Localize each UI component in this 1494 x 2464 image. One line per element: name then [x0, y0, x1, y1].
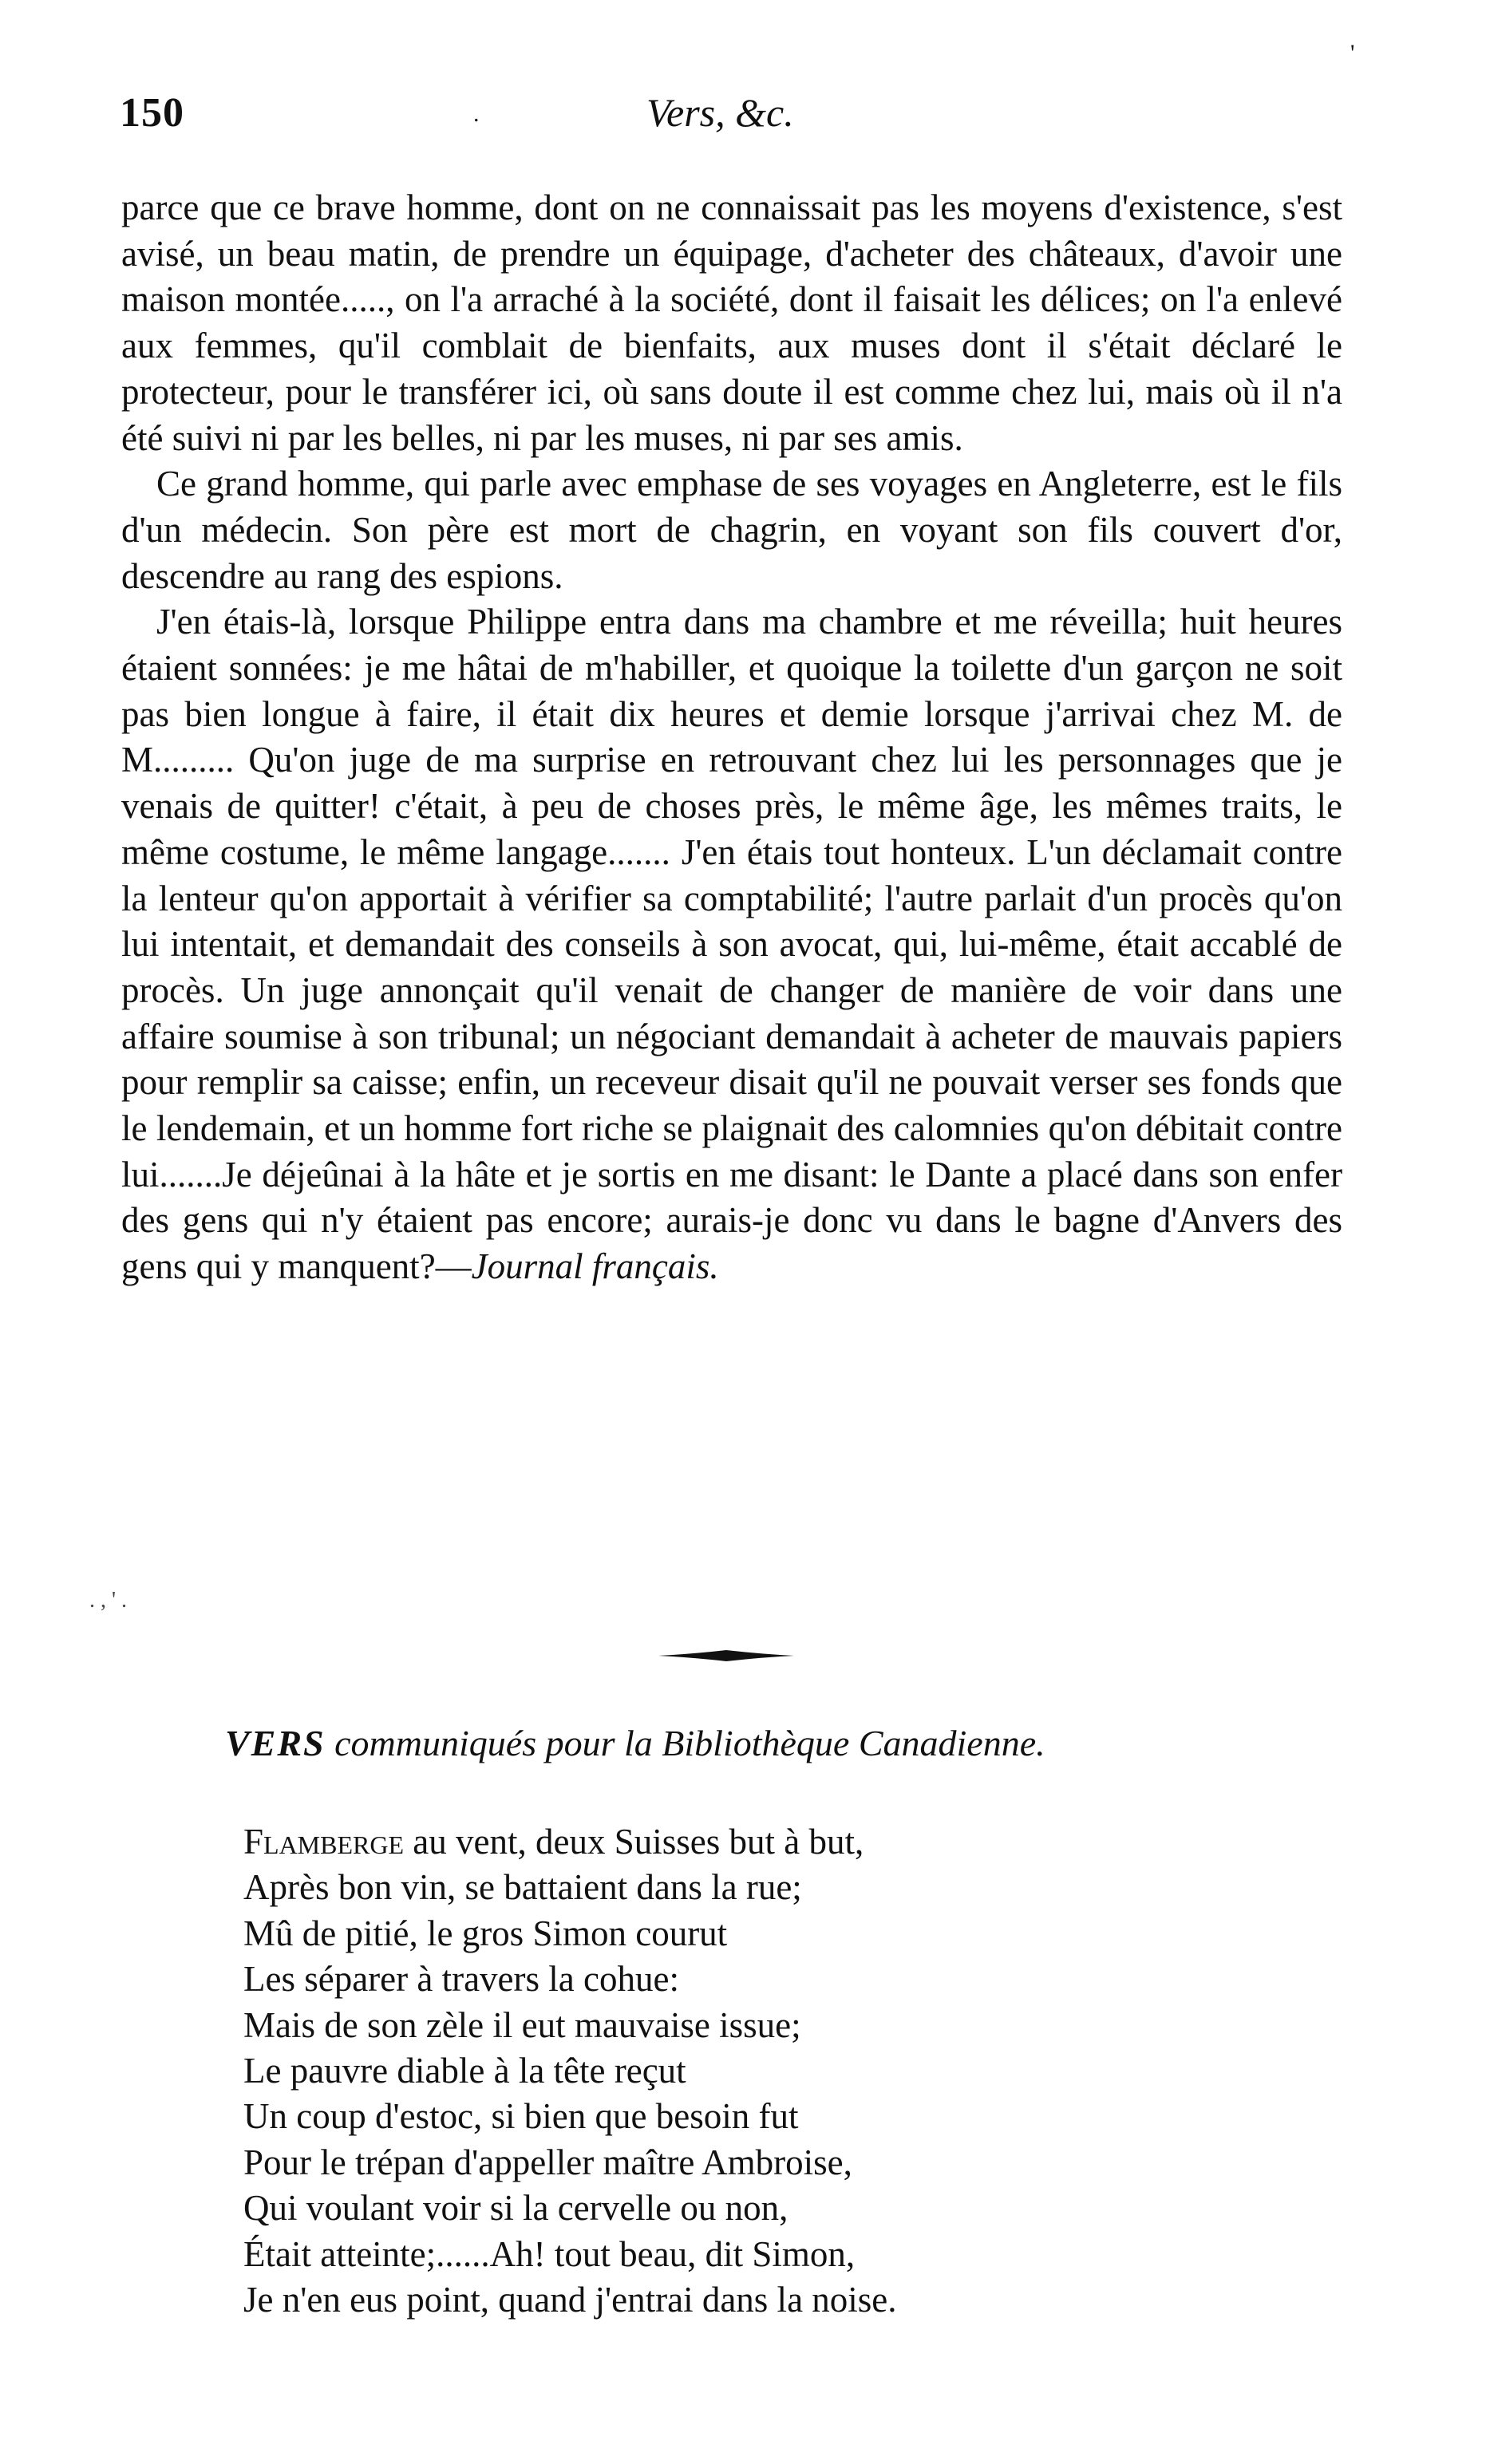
poem-line-3: Mû de pitié, le gros Simon courut: [243, 1913, 728, 1953]
section-divider: [658, 1650, 794, 1661]
poem-line-7: Un coup d'estoc, si bien que besoin fut: [243, 2096, 799, 2137]
running-header: [120, 89, 1365, 145]
poem-heading-lead: VERS: [225, 1723, 326, 1763]
poem-heading: [225, 1722, 1045, 1764]
poem-line-2: Après bon vin, se battaient dans la rue;: [243, 1867, 802, 1908]
source-dash: —: [435, 1246, 472, 1287]
poem-line-6: Le pauvre diable à la tête reçut: [243, 2051, 686, 2091]
poem-line-11: Je n'en eus point, quand j'entrai dans la noise.: [243, 2280, 897, 2320]
margin-tick: ': [1350, 40, 1355, 66]
poem-line-5: Mais de son zèle il eut mauvaise issue;: [243, 2004, 801, 2045]
paragraph-father: Ce grand homme, qui parle avec emphase de ses voyages en Angleterre, est le fils d'un médecin. Son père est mort de chagrin, en voyant son fils couvert d'or, descendre au rang des espions.: [121, 464, 1342, 596]
poem-line-10: Était atteinte;......Ah! tout beau, dit Simon,: [243, 2233, 856, 2274]
paragraph-continued: parce que ce brave homme, dont on ne connaissait pas les moyens d'existence, s'est avisé, un beau matin, de prendre un équipage, d'acheter des châteaux, d'avoir une maison montée....., on l'a arraché à la société, dont il faisait les délices; on l'a enlevé aux femmes, qu'il comblait de bienfaits, aux muses dont il s'était déclaré le protecteur, pour le transférer ici, où sans doute il est comme chez lui, mais où il n'a été suivi ni par les belles, ni par les muses, ni par ses amis.: [121, 188, 1342, 458]
poem-line-8: Pour le trépan d'appeller maître Ambroise,: [243, 2142, 852, 2182]
stray-ink-marks: . , ' .: [89, 1588, 128, 1613]
header-dot: .: [473, 101, 480, 127]
prose-block: [121, 185, 1342, 1290]
poem-line-9: Qui voulant voir si la cervelle ou non,: [243, 2188, 788, 2229]
paragraph-visit-text: J'en étais-là, lorsque Philippe entra dans ma chambre et me réveilla; huit heures étaient sonnées: je me hâtai de m'habiller, et quoique la toilette d'un garçon ne soit pas bien longue à faire, il était dix heures et demie lorsque j'arrivai chez M. de M......... Qu'on juge de ma surprise en retrouvant chez lui les personnages que je venais de quitter! c'était, à peu de choses près, le même âge, les mêmes traits, le même costume, le même langage....... J'en étais tout honteux. L'un déclamait contre la lenteur qu'on apportait à vérifier sa comptabilité; l'autre parlait d'un procès qu'on lui intentait, et demandait des conseils à son avocat, qui, lui-même, était accablé de procès. Un juge annonçait qu'il venait de changer de manière de voir dans une affaire soumise à son tribunal; un négociant demandait à acheter de mauvais papiers pour remplir sa caisse; enfin, un receveur disait qu'il ne pouvait verser ses fonds que le lendemain, et un homme fort riche se plaignait des calomnies qu'on débitait contre lui.......Je déjeûnai à la hâte et je sortis en me disant: le Dante a placé dans son enfer des gens qui n'y étaient pas encore; aurais-je donc vu dans le bagne d'Anvers des gens qui y manquent?: [121, 602, 1342, 1287]
poem: [243, 1819, 897, 2323]
running-title: Vers, &c.: [646, 90, 794, 135]
poem-first-line-rest: au vent, deux Suisses but à but,: [404, 1822, 864, 1862]
poem-line-1: [243, 1819, 897, 1865]
poem-line-4: Les séparer à travers la cohue:: [243, 1959, 679, 2000]
poem-heading-rest: communiqués pour la Bibliothèque Canadienne.: [325, 1723, 1045, 1763]
paragraph-visit: [121, 599, 1342, 1290]
poem-first-word: Flamberge: [243, 1822, 405, 1862]
page-number: 150: [120, 90, 184, 136]
source-attribution: Journal français.: [471, 1246, 719, 1287]
